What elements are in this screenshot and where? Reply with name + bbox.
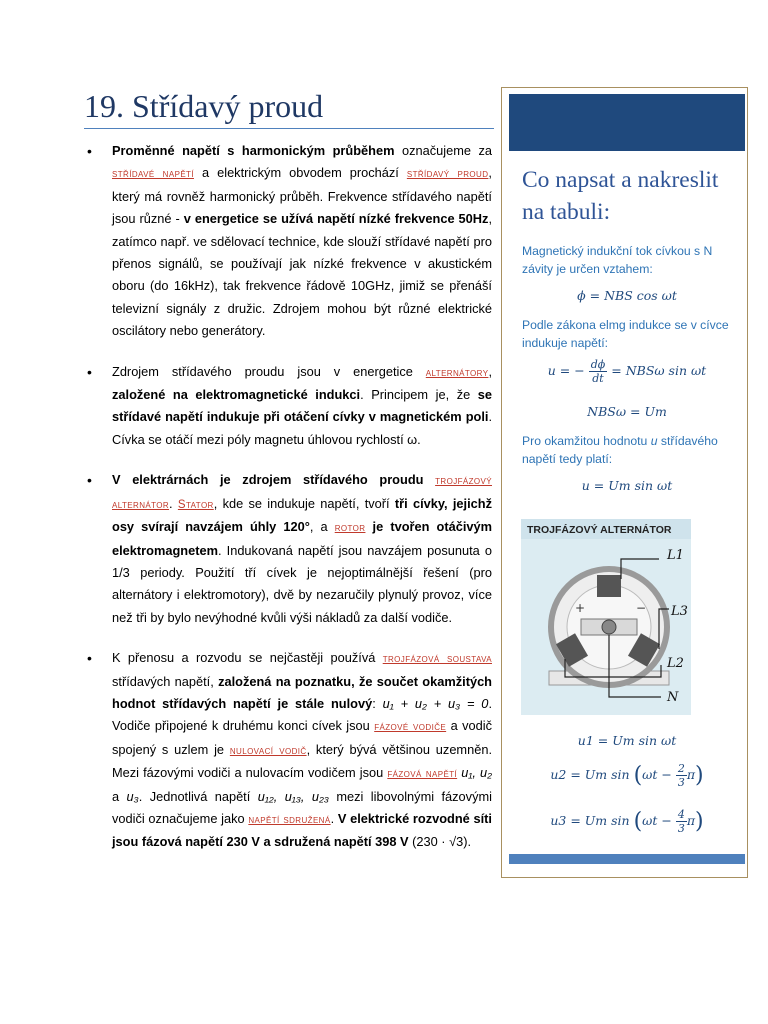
paren-close: ) (695, 809, 704, 834)
text: . Cívka se otáčí mezi póly magnetu úhlovou rychlostí ω. (112, 409, 492, 447)
label-l2: L2 (667, 656, 684, 671)
text: . Vodiče připojené k druhému konci cívek jsou (112, 695, 492, 734)
text: Pro okamžitou hodnotu (522, 434, 651, 448)
bullet-paragraph-2 (84, 361, 492, 452)
label-l3: L3 (671, 604, 688, 619)
fraction-numerator: 2 (677, 762, 685, 775)
fraction (589, 358, 608, 385)
title-divider (84, 128, 494, 129)
text: (230 · √3). (408, 834, 472, 850)
term-link[interactable]: střídavý proud (406, 168, 489, 181)
bullet-paragraph-3 (84, 469, 492, 629)
term-link[interactable]: rotor (334, 522, 366, 535)
bullet-paragraph-4 (84, 647, 492, 854)
inline-equation: u₁, u₂ (461, 765, 492, 781)
text-bold: je tvořen otáčivým elektromagnetem (112, 519, 492, 558)
fraction-denominator: 3 (677, 822, 685, 835)
coil-top (597, 575, 621, 597)
term-link[interactable]: napětí sdružená (248, 813, 331, 826)
fraction-denominator: 3 (677, 776, 685, 789)
eq-arg: ωt − (642, 813, 672, 828)
sidebar-paragraph-3 (522, 432, 737, 468)
eq-pi: π (686, 767, 696, 782)
sidebar-paragraph-2: Podle zákona elmg indukce se v cívce indukuje napětí: (522, 318, 729, 350)
fraction-numerator: dϕ (590, 358, 606, 371)
text: označujeme za (394, 143, 492, 158)
text: , zatímco např. ve sdělovací technice, kde slouží střídavé napětí pro přenos signálů, se používají jak nízké frekvence v akustickém oboru (do 16kHz), tak frekvence řádově 10GHz, jimiž se přenáší televizní signály z družic. Zdrojem mohou být různé elektrické oscilátory nebo generátory. (112, 211, 492, 339)
text: , a (309, 519, 335, 535)
text-bold: založená na poznatku, že součet okamžitých hodnot střídavých napětí je stále nulový (112, 673, 493, 711)
fraction (676, 762, 687, 789)
term-link[interactable]: fázová napětí (387, 768, 458, 781)
text: Zdrojem střídavého proudu jsou v energetice (112, 363, 426, 379)
inline-equation: u₃ (126, 788, 139, 804)
text-italic: u (650, 434, 658, 448)
sidebar-box (501, 87, 748, 878)
text: . (330, 810, 338, 826)
text: a (112, 788, 127, 804)
sidebar-footer-band (509, 854, 745, 864)
equation-amplitude: NBSω = Um (587, 404, 667, 419)
text: střídavých napětí, (112, 673, 219, 689)
eq-lhs: u = − (547, 363, 585, 378)
main-content (84, 140, 492, 872)
eq-arg: ωt − (642, 767, 672, 782)
inline-equation: u₁ + u₂ + u₃ = 0 (382, 695, 489, 711)
paren-open: ( (633, 809, 643, 834)
label-n: N (667, 690, 679, 705)
text-bold: tři cívky, jejichž osy svírají navzájem úhly 120° (112, 495, 492, 535)
term-link[interactable]: trojfázová soustava (382, 653, 492, 666)
fraction (676, 808, 687, 835)
text: a elektrickým obvodem prochází (193, 165, 407, 181)
pole-minus: − (636, 601, 647, 615)
text (365, 519, 372, 534)
sidebar-title: Co napsat a nakreslit na tabuli: (522, 167, 719, 225)
equation-phase-1: u1 = Um sin ωt (577, 733, 677, 748)
text-bold: V elektrické rozvodné síti jsou fázová napětí 230 V a sdružená napětí 398 V (112, 810, 492, 850)
text-bold: založené na elektromagnetické indukci (112, 387, 361, 403)
page-title: 19. Střídavý proud (84, 88, 324, 124)
inline-equation: u₁₂, u₁₃, u₂₃ (257, 788, 329, 804)
text: , (488, 363, 492, 379)
term-link[interactable]: střídavé napětí (112, 168, 194, 181)
text: střídavého napětí tedy platí: (522, 434, 718, 466)
text: mezi libovolnými fázovými vodiči označujeme jako (112, 788, 492, 826)
text: , který má rovněž harmonický průběh. Frekvence střídavého napětí jsou různé - (112, 165, 492, 227)
equation-induced-voltage (509, 358, 745, 385)
rotor-axle (602, 620, 616, 634)
text: a vodič spojený s uzlem je (112, 718, 492, 757)
fraction-denominator: dt (592, 372, 604, 385)
text: . Principem je, že (360, 387, 478, 403)
term-link[interactable]: nulovací vodič (229, 744, 307, 757)
text: : (372, 695, 383, 711)
eq-lhs: u3 = Um sin (550, 813, 630, 828)
text: . Jednotlivá napětí (138, 788, 258, 804)
term-link[interactable]: fázové vodiče (374, 721, 447, 734)
equation-instantaneous-voltage: u = Um sin ωt (581, 478, 673, 493)
three-phase-alternator-figure (521, 519, 691, 715)
equation-flux: ϕ = NBS cos ωt (577, 288, 677, 303)
text: , který bývá většinou uzemněn. Mezi fázovými vodiči a nulovacím vodičem jsou (112, 741, 492, 781)
text-bold: se střídavé napětí indukuje při otáčení cívky v magnetickém poli (112, 387, 492, 425)
bullet-paragraph-1 (84, 140, 492, 343)
term-link[interactable]: Stator (177, 498, 214, 511)
equation-phase-2 (509, 762, 745, 789)
text: . (169, 495, 178, 511)
text: , kde se indukuje napětí, tvoří (213, 495, 395, 511)
label-l1: L1 (667, 548, 684, 563)
text: K přenosu a rozvodu se nejčastěji používá (112, 650, 383, 666)
pole-plus: + (575, 601, 586, 615)
eq-pi: π (686, 813, 696, 828)
equation-phase-3 (509, 808, 745, 835)
eq-rhs: = NBSω sin ωt (611, 363, 707, 378)
fraction-numerator: 4 (677, 808, 685, 821)
term-link[interactable]: trojfázový alternátor (112, 475, 492, 511)
term-link[interactable]: alternátory (425, 366, 489, 379)
sidebar-paragraph-1: Magnetický indukční tok cívkou s N závity je určen vztahem: (522, 244, 713, 276)
text-bold: V elektrárnách je zdrojem střídavého proudu (112, 472, 436, 488)
sidebar-header-band (509, 94, 745, 151)
text-bold: Proměnné napětí s harmonickým průběhem (112, 143, 395, 158)
eq-lhs: u2 = Um sin (550, 767, 630, 782)
figure-title: TROJFÁZOVÝ ALTERNÁTOR (527, 524, 672, 536)
paren-open: ( (633, 763, 643, 788)
text: . Indukovaná napětí jsou navzájem posunuta o 1/3 periody. Použití tří cívek je nejoptimálnější řešení (pro alternátory i elektromotory), dvě by nezaručily plynulý provoz, více než tři by bylo nevýhodné kvůli výši nákladů za další vodiče. (112, 542, 492, 625)
paren-close: ) (695, 763, 704, 788)
text-bold: v energetice se užívá napětí nízké frekvence 50Hz (183, 211, 489, 227)
